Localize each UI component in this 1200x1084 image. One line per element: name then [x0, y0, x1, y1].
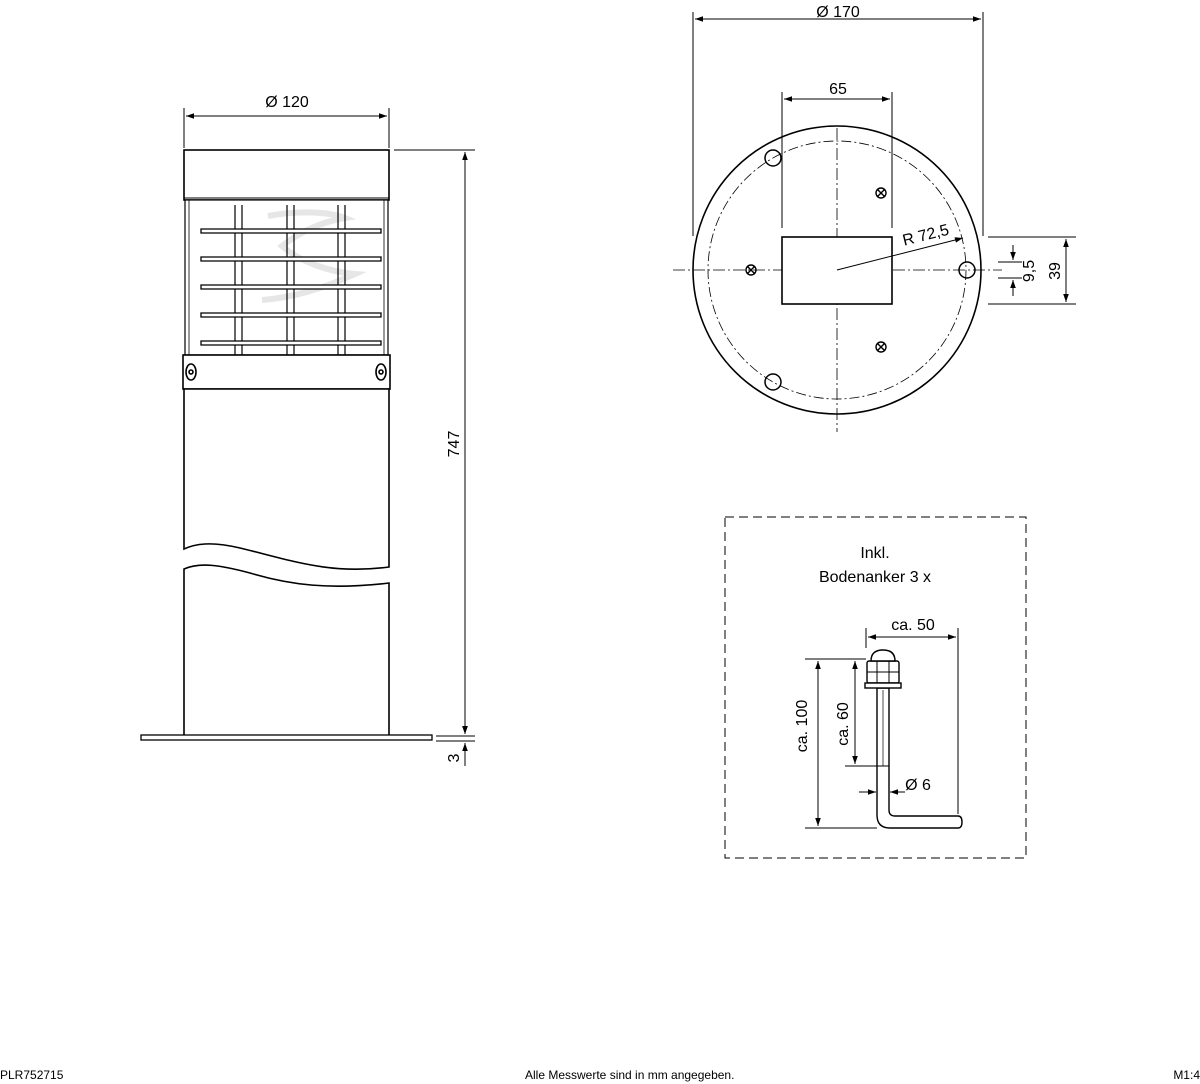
- anchor-total-height-label: ca. 100: [794, 699, 811, 753]
- top-hole-label: 9,5: [1021, 259, 1038, 283]
- side-base-thickness-label: 3: [446, 753, 463, 763]
- footer-scale: M1:4: [1173, 1068, 1200, 1082]
- top-diameter-label: Ø 170: [816, 4, 860, 21]
- lamp-collar: [183, 355, 390, 389]
- screw-top-right: [876, 188, 886, 198]
- side-diameter-label: Ø 120: [265, 94, 309, 111]
- top-box-width-label: 65: [829, 81, 847, 98]
- screw-bottom-right: [876, 342, 886, 352]
- top-view: [673, 126, 1002, 432]
- anchor-rod: [877, 688, 962, 828]
- side-view: [141, 150, 432, 740]
- footer-article-number: PLR752715: [0, 1068, 64, 1082]
- footer-units-note: Alle Messwerte sind in mm angegeben.: [525, 1068, 735, 1082]
- anchor-rod-diameter-label: Ø 6: [905, 777, 931, 794]
- cable-opening: [782, 237, 892, 304]
- anchor-cap: [871, 650, 895, 661]
- lamp-body-lower: [184, 565, 389, 736]
- top-radius-label: R 72,5: [900, 221, 951, 250]
- base-plate: [141, 735, 432, 740]
- mounting-hole-bottom: [765, 374, 781, 390]
- anchor-washer: [865, 683, 901, 688]
- anchor-note-line2: Bodenanker 3 x: [818, 569, 932, 586]
- top-box-height-label: 39: [1047, 262, 1064, 280]
- anchor-thread-height-label: ca. 60: [835, 702, 852, 746]
- lamp-cap: [184, 150, 389, 200]
- side-height-label: 747: [446, 430, 463, 458]
- anchor-note-line1: Inkl.: [860, 545, 890, 562]
- lamp-body-upper: [184, 389, 389, 569]
- ground-anchor: [865, 650, 962, 828]
- anchor-width-label: ca. 50: [891, 617, 935, 634]
